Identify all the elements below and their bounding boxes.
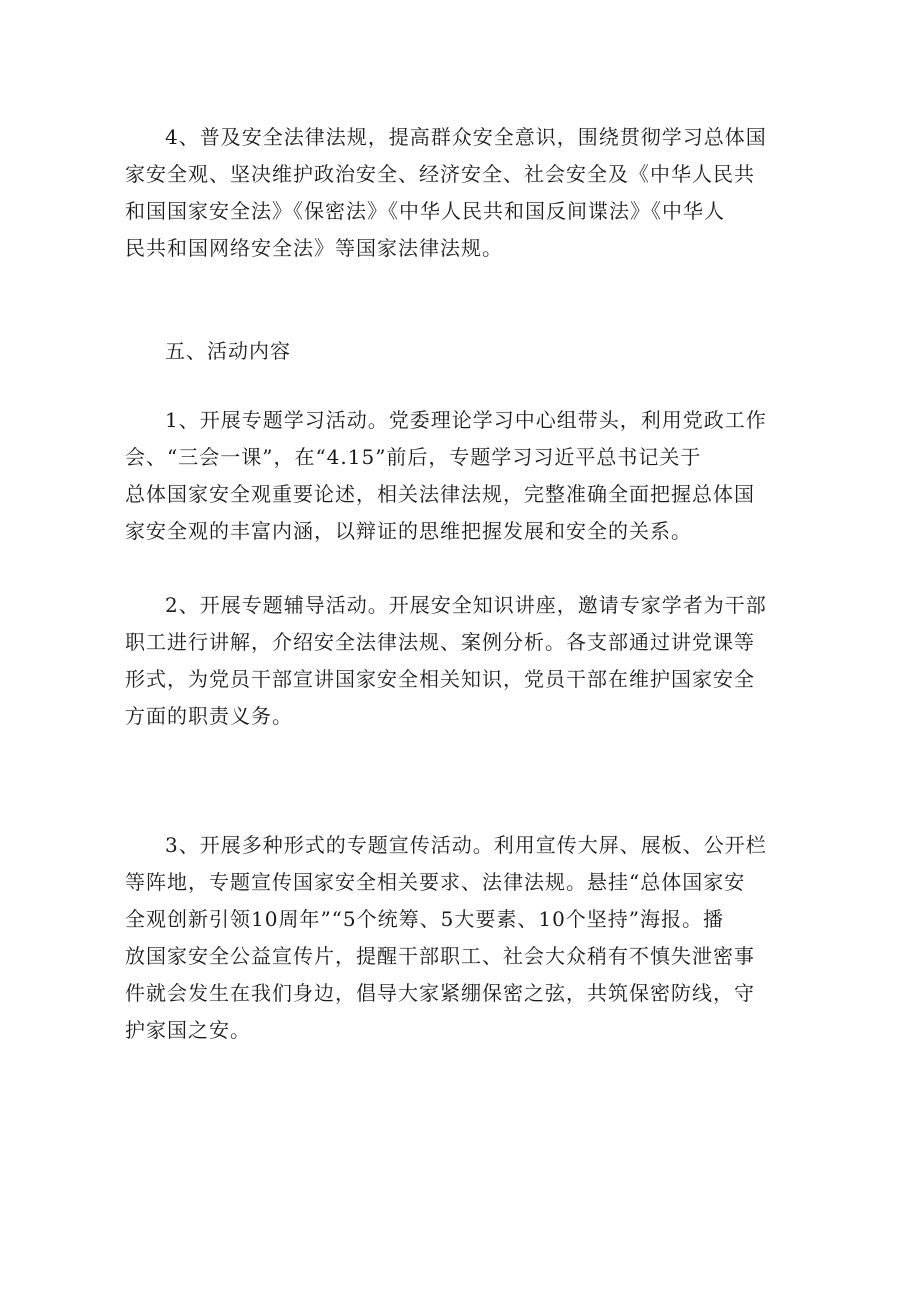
paragraph-line: 3、开展多种形式的专题宣传活动。利用宣传大屏、展板、公开栏 [165, 833, 767, 857]
section-heading-text: 五、活动内容 [165, 339, 291, 363]
paragraph-line: 2、开展专题辅导活动。开展安全知识讲座，邀请专家学者为干部 [165, 593, 767, 617]
paragraph-line: 等阵地，专题宣传国家安全相关要求、法律法规。悬挂“总体国家安 [125, 870, 746, 894]
paragraph-4-legal-education [125, 119, 777, 267]
paragraph-line: 4、普及安全法律法规，提高群众安全意识，围绕贯彻学习总体国 [165, 125, 767, 149]
paragraph-line: 总体国家安全观重要论述，相关法律法规，完整准确全面把握总体国 [125, 482, 755, 506]
paragraph-line: 民共和国网络安全法》等国家法律法规。 [125, 236, 503, 260]
paragraph-2-tutoring-activity [125, 587, 777, 735]
paragraph-line: 职工进行讲解，介绍安全法律法规、案例分析。各支部通过讲党课等 [125, 630, 755, 654]
paragraph-line: 件就会发生在我们身边，倡导大家紧绷保密之弦，共筑保密防线，守 [125, 981, 755, 1005]
paragraph-line: 会、“三会一课”，在“4.15”前后，专题学习习近平总书记关于 [125, 445, 702, 469]
paragraph-line: 1、开展专题学习活动。党委理论学习中心组带头，利用党政工作 [165, 408, 767, 432]
paragraph-line: 家安全观、坚决维护政治安全、经济安全、社会安全及《中华人民共 [125, 162, 755, 186]
paragraph-line: 护家国之安。 [125, 1018, 251, 1042]
paragraph-3-publicity-activity [125, 827, 777, 1049]
paragraph-1-study-activity [125, 402, 777, 550]
paragraph-line: 方面的职责义务。 [125, 704, 293, 728]
paragraph-line: 形式，为党员干部宣讲国家安全相关知识，党员干部在维护国家安全 [125, 667, 755, 691]
paragraph-line: 全观创新引领10周年”“5个统筹、5大要素、10个坚持”海报。播 [125, 907, 725, 931]
section-heading-activity-content [165, 333, 777, 370]
paragraph-line: 放国家安全公益宣传片，提醒干部职工、社会大众稍有不慎失泄密事 [125, 944, 755, 968]
paragraph-line: 家安全观的丰富内涵，以辩证的思维把握发展和安全的关系。 [125, 519, 692, 543]
paragraph-line: 和国国家安全法》《保密法》《中华人民共和国反间谍法》《中华人 [125, 199, 725, 223]
